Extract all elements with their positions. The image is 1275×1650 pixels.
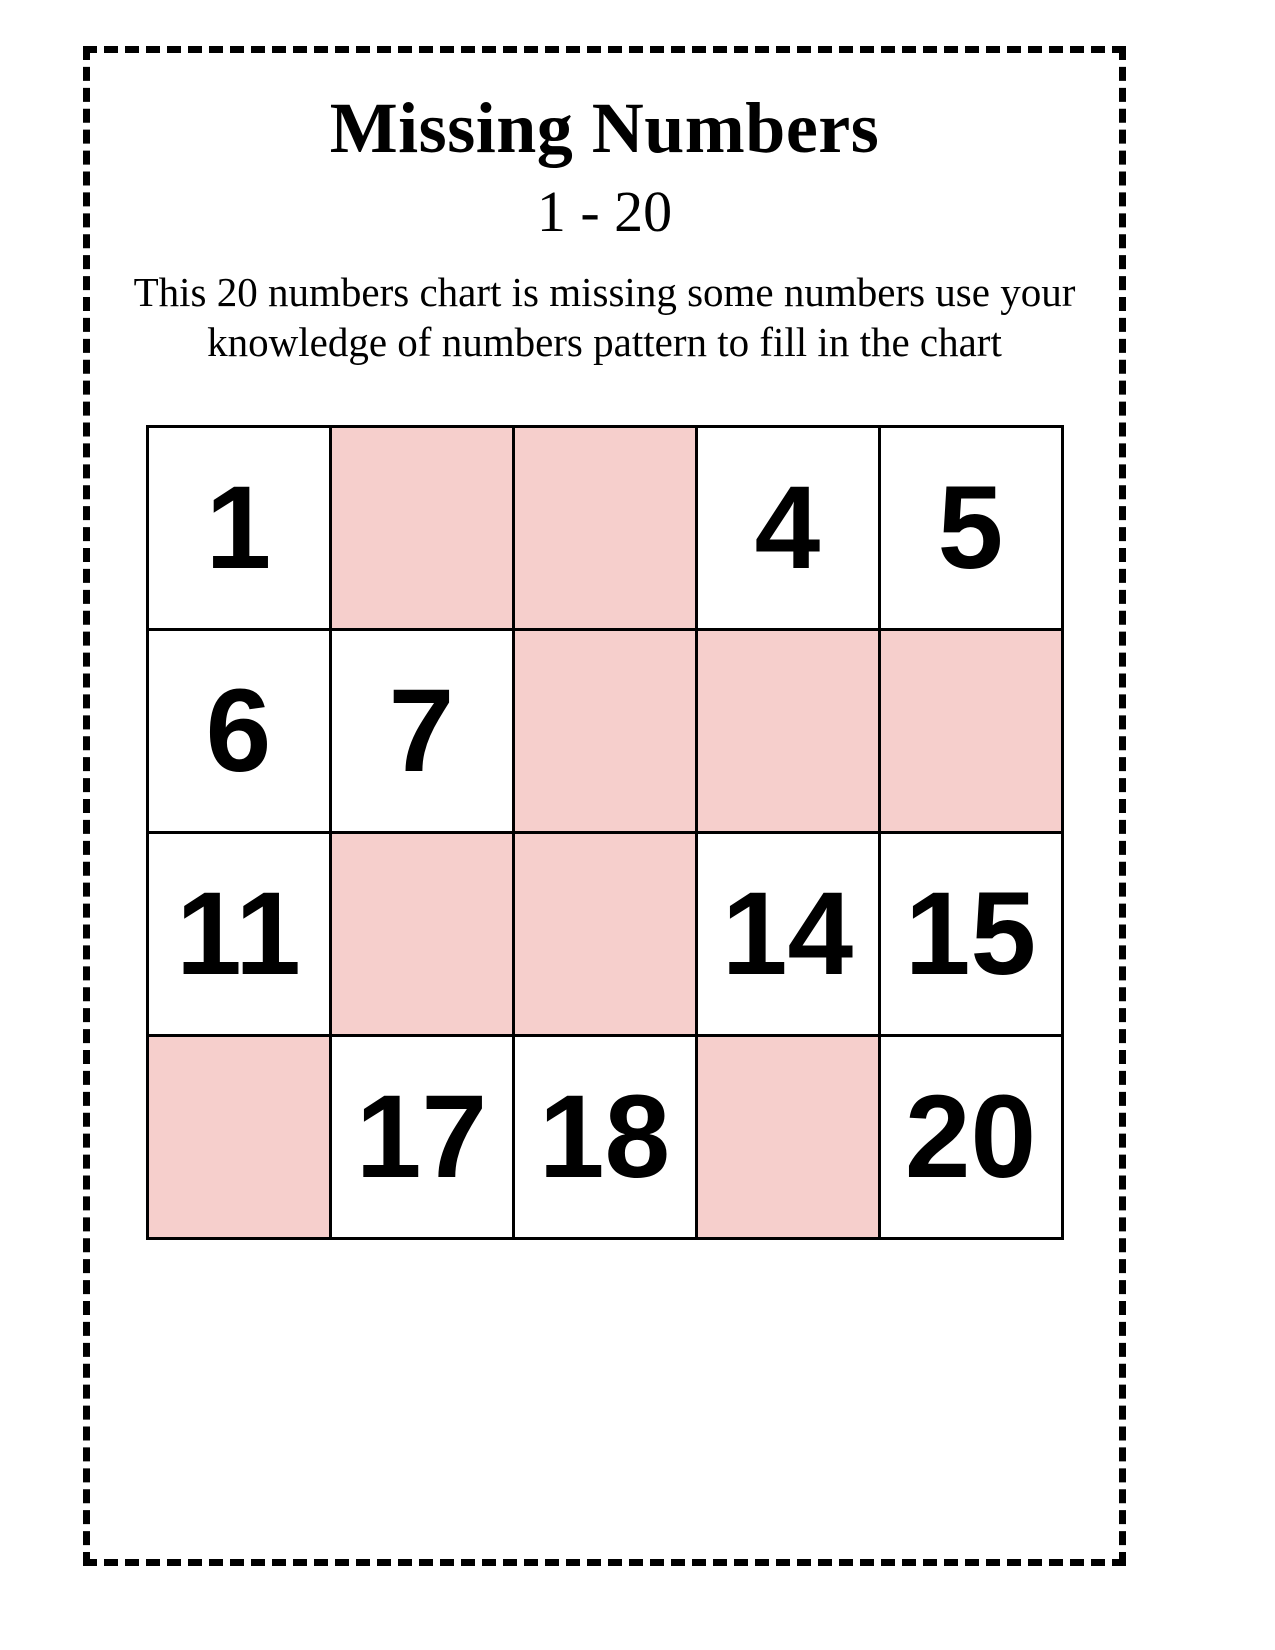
instructions-text: This 20 numbers chart is missing some numbers use your knowledge of numbers pattern to fill in the chart	[133, 269, 1076, 366]
chart-cell[interactable]: 14	[696, 833, 879, 1036]
table-row	[147, 1036, 1062, 1239]
chart-cell[interactable]	[696, 1036, 879, 1239]
chart-cell[interactable]: 15	[879, 833, 1062, 1036]
chart-cell[interactable]	[330, 833, 513, 1036]
table-row	[147, 630, 1062, 833]
worksheet-border	[83, 46, 1126, 1566]
number-chart	[146, 425, 1064, 1240]
chart-cell[interactable]	[696, 630, 879, 833]
chart-cell[interactable]	[513, 427, 696, 630]
chart-cell[interactable]	[330, 427, 513, 630]
chart-cell[interactable]: 6	[147, 630, 330, 833]
table-row	[147, 833, 1062, 1036]
chart-cell[interactable]: 7	[330, 630, 513, 833]
worksheet-content	[90, 53, 1119, 1559]
chart-cell[interactable]: 20	[879, 1036, 1062, 1239]
chart-cell[interactable]	[513, 630, 696, 833]
page-title: Missing Numbers	[329, 88, 880, 168]
page-subtitle: 1 - 20	[536, 178, 673, 244]
chart-cell[interactable]	[147, 1036, 330, 1239]
chart-cell[interactable]: 18	[513, 1036, 696, 1239]
chart-cell[interactable]: 1	[147, 427, 330, 630]
chart-cell[interactable]	[513, 833, 696, 1036]
chart-cell[interactable]: 4	[696, 427, 879, 630]
chart-cell[interactable]	[879, 630, 1062, 833]
table-row	[147, 427, 1062, 630]
chart-cell[interactable]: 17	[330, 1036, 513, 1239]
number-chart-container	[120, 425, 1089, 1240]
chart-cell[interactable]: 5	[879, 427, 1062, 630]
chart-cell[interactable]: 11	[147, 833, 330, 1036]
